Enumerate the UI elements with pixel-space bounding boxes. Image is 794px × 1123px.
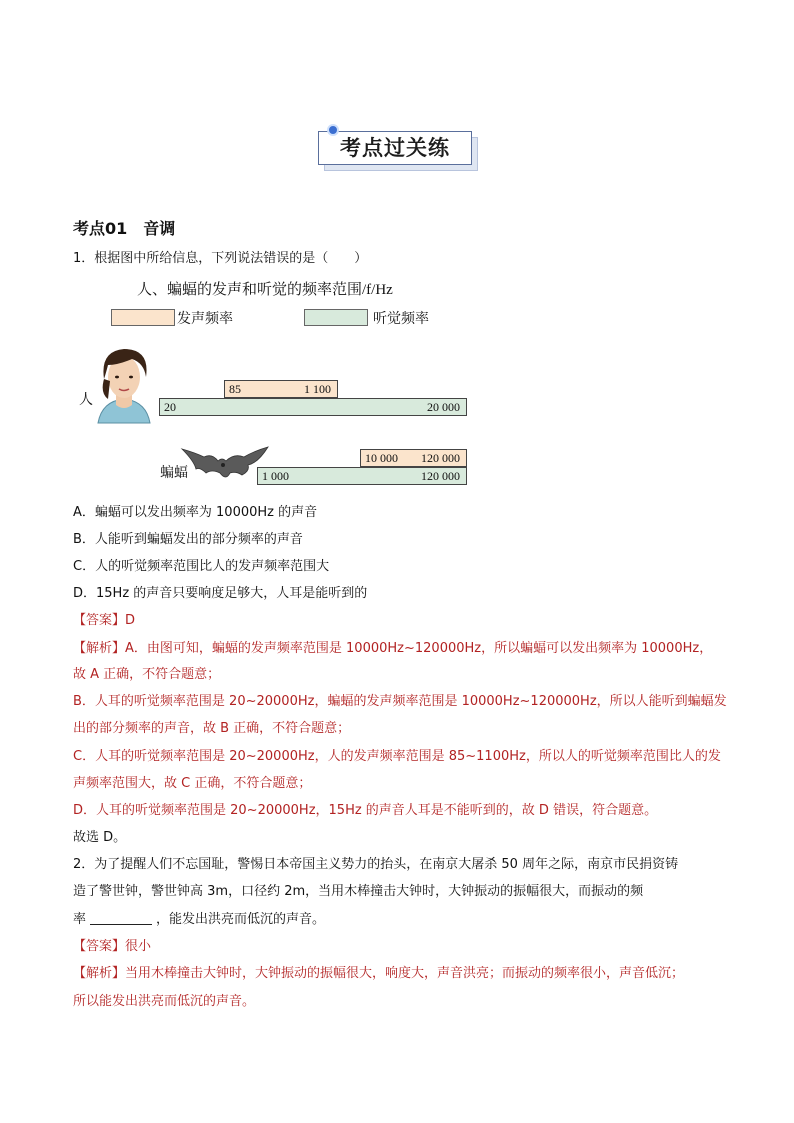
bat-emit-min: 10 000 [365, 451, 398, 465]
bat-hear-bar [257, 467, 467, 485]
legend-hear-label: 听觉频率 [373, 312, 429, 327]
q1-answer: D [125, 613, 136, 628]
q2-stem-part-a: 率 [73, 912, 87, 927]
q1-stem: 1．根据图中所给信息，下列说法错误的是（ ） [73, 251, 368, 266]
q1-option-b: B．人能听到蝙蝠发出的部分频率的声音 [73, 532, 303, 547]
human-emit-min: 85 [229, 382, 241, 396]
q2-analysis-line-2: 所以能发出洪亮而低沉的声音。 [73, 994, 256, 1009]
woman-illustration [88, 343, 160, 427]
bat-hear-min: 1 000 [262, 469, 289, 483]
q1-analysis-text: A．由图可知，蝙蝠的发声频率范围是 10000Hz~120000Hz，所以蝙蝠可以发出频率为 10000Hz， [125, 641, 713, 656]
q2-analysis-text-1: 当用木棒撞击大钟时，大钟振动的振幅很大，响度大，声音洪亮；而振动的频率很小，声音低沉； [125, 966, 685, 981]
legend-hear-swatch [304, 309, 368, 326]
q2-stem-line-2: 造了警世钟，警世钟高 3m，口径约 2m，当用木棒撞击大钟时，大钟振动的振幅很大，而振动的频 [73, 884, 644, 899]
q1-analysis-line-7: D．人耳的听觉频率范围是 20~20000Hz，15Hz 的声音人耳是不能听到的，故 D 错误，符合题意。 [73, 803, 658, 818]
q1-answer-line [73, 612, 135, 630]
page-title: 考点过关练 [340, 136, 450, 160]
q1-analysis-line-5: C．人耳的听觉频率范围是 20~20000Hz，人的发声频率范围是 85~1100Hz，所以人的听觉频率范围比人的发 [73, 749, 721, 764]
q2-stem-line-1: 2．为了提醒人们不忘国耻，警惕日本帝国主义势力的抬头，在南京大屠杀 50 周年之际，南京市民捐资铸 [73, 857, 679, 872]
q2-answer-blank[interactable] [90, 924, 152, 925]
q1-analysis-line-3: B．人耳的听觉频率范围是 20~20000Hz，蝙蝠的发声频率范围是 10000Hz~120000Hz，所以人能听到蝙蝠发 [73, 694, 727, 709]
q1-option-c: C．人的听觉频率范围比人的发声频率范围大 [73, 559, 330, 574]
q1-conclusion: 故选 D。 [73, 830, 127, 845]
bat-emit-bar [360, 449, 467, 467]
q1-analysis-line-1 [73, 640, 712, 658]
q1-option-d: D．15Hz 的声音只要响度足够大，人耳是能听到的 [73, 586, 368, 601]
q2-answer: 很小 [125, 939, 152, 954]
legend-emit-label: 发声频率 [177, 312, 233, 327]
human-hear-max: 20 000 [427, 400, 460, 414]
bat-emit-max: 120 000 [421, 451, 460, 465]
figure-title: 人、蝙蝠的发声和听觉的频率范围/f/Hz [137, 282, 393, 298]
legend-emit-swatch [111, 309, 175, 326]
q2-analysis-line-1 [73, 965, 684, 983]
human-hear-bar [159, 398, 467, 416]
q2-stem-line-3 [73, 911, 325, 929]
q1-option-a: A．蝙蝠可以发出频率为 10000Hz 的声音 [73, 505, 318, 520]
q2-answer-tag: 【答案】 [73, 939, 126, 954]
q1-answer-tag: 【答案】 [73, 613, 126, 628]
bat-hear-max: 120 000 [421, 469, 460, 483]
human-emit-bar [224, 380, 338, 398]
q2-stem-part-b: ，能发出洪亮而低沉的声音。 [156, 912, 326, 927]
q1-analysis-tag: 【解析】 [73, 641, 126, 656]
human-emit-max: 1 100 [304, 382, 331, 396]
bat-label: 蝙蝠 [160, 466, 188, 481]
human-label: 人 [79, 393, 93, 408]
q1-analysis-line-2: 故 A 正确，不符合题意； [73, 667, 221, 682]
q2-answer-line [73, 938, 151, 956]
section-heading: 考点01 音调 [73, 219, 176, 238]
q1-analysis-line-4: 出的部分频率的声音，故 B 正确，不符合题意； [73, 721, 351, 736]
q2-analysis-tag: 【解析】 [73, 966, 126, 981]
human-hear-min: 20 [164, 400, 176, 414]
q1-analysis-line-6: 声频率范围大，故 C 正确，不符合题意； [73, 776, 312, 791]
